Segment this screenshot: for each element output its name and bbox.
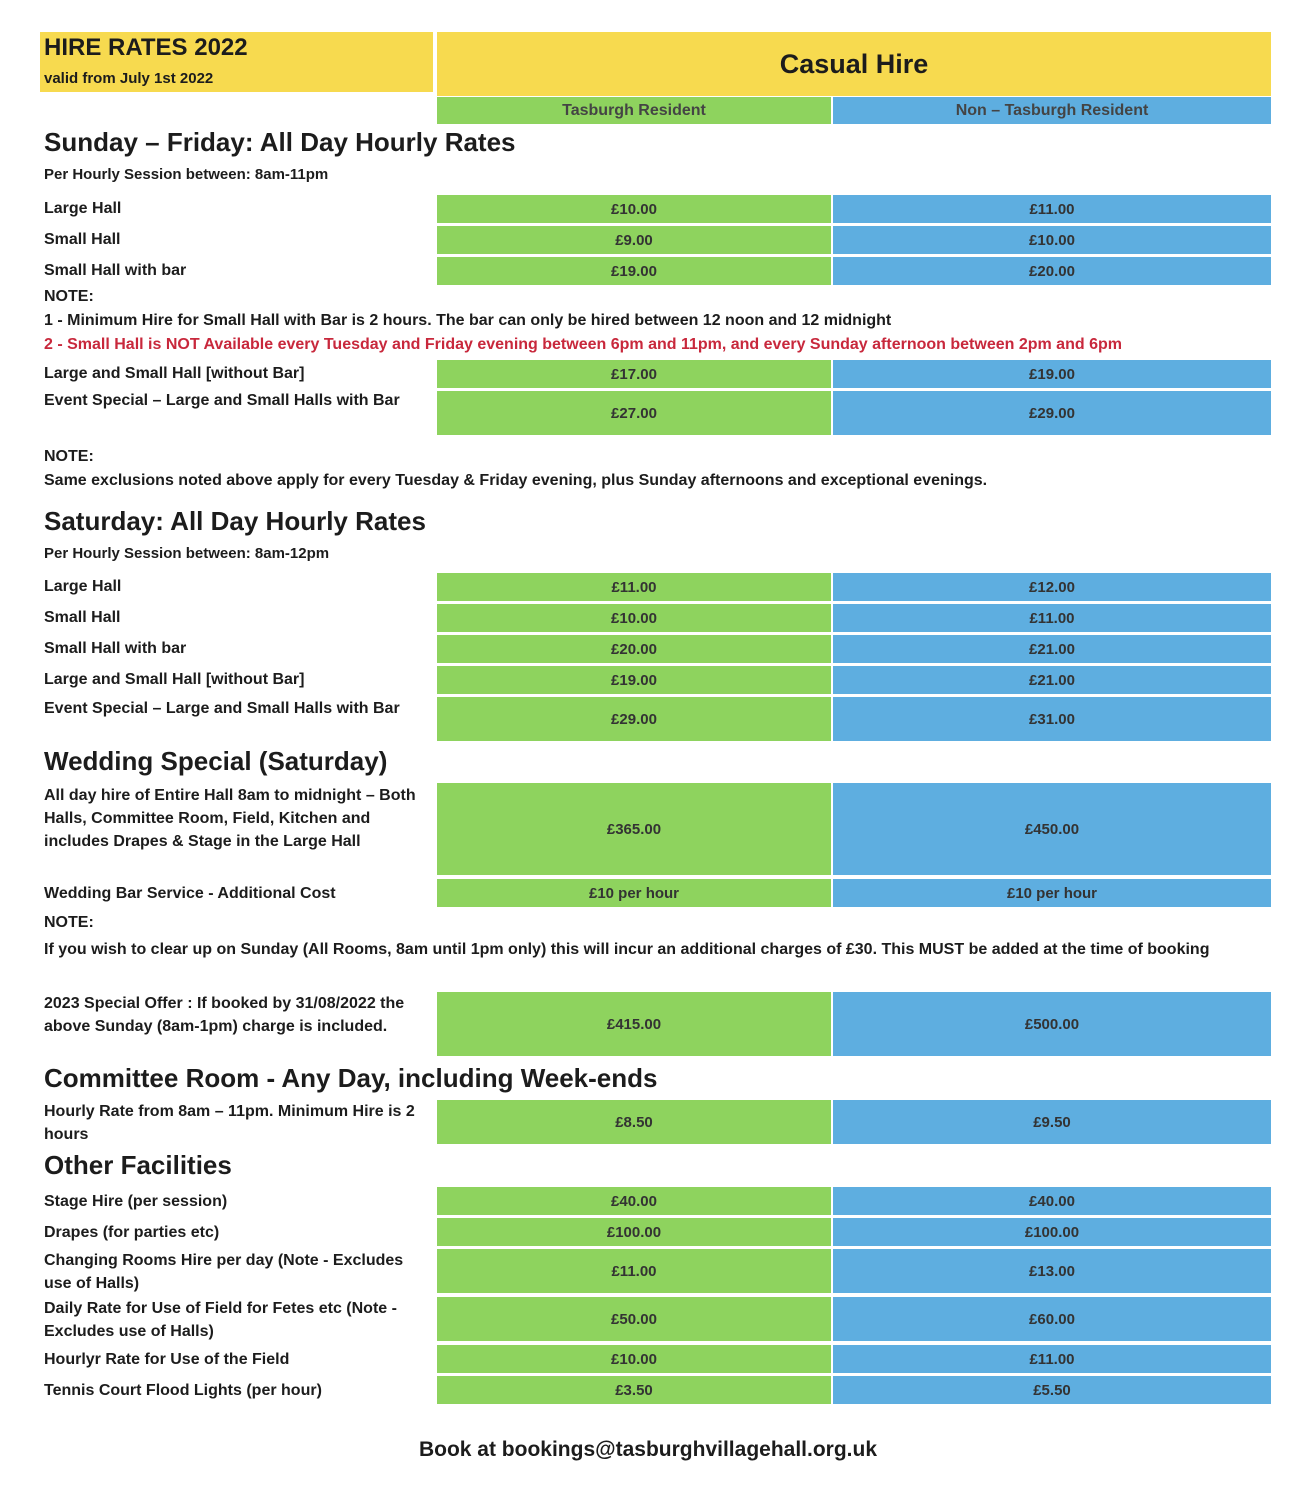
note-heading: NOTE: <box>44 448 94 465</box>
price-resident: £29.00 <box>437 697 831 743</box>
price-resident: £17.00 <box>437 360 831 390</box>
price-resident: £10.00 <box>437 1345 831 1375</box>
price-non-resident: £450.00 <box>833 783 1271 877</box>
col-header-resident: Tasburgh Resident <box>437 97 831 124</box>
note-clear-up: If you wish to clear up on Sunday (All Rooms, 8am until 1pm only) this will incur an additional charges of £30. This MUST be added at the time of booking <box>44 941 1210 958</box>
row-label: Drapes (for parties etc) <box>44 1224 220 1241</box>
row-label: Small Hall <box>44 231 121 248</box>
price-non-resident: £100.00 <box>833 1218 1271 1248</box>
session-weekday: Per Hourly Session between: 8am-11pm <box>44 166 329 183</box>
row-label: Tennis Court Flood Lights (per hour) <box>44 1382 322 1399</box>
price-resident: £415.00 <box>437 992 831 1058</box>
row-label: All day hire of Entire Hall 8am to midnight – Both Halls, Committee Room, Field, Kitchen and includes Drapes & Stage in the Large Hall <box>44 787 416 850</box>
price-non-resident: £21.00 <box>833 666 1271 696</box>
note-small-hall-availability: 2 - Small Hall is NOT Available every Tuesday and Friday evening between 6pm and 11pm, and every Sunday afternoon between 2pm and 6pm <box>44 336 1122 353</box>
row-label: Changing Rooms Hire per day (Note - Excludes use of Halls) <box>44 1252 404 1292</box>
price-resident: £19.00 <box>437 666 831 696</box>
row-label: Small Hall <box>44 609 121 626</box>
price-non-resident: £29.00 <box>833 391 1271 437</box>
price-non-resident: £5.50 <box>833 1376 1271 1406</box>
price-non-resident: £19.00 <box>833 360 1271 390</box>
row-label: Hourly Rate from 8am – 11pm. Minimum Hire is 2 hours <box>44 1103 415 1143</box>
row-label: Daily Rate for Use of Field for Fetes etc (Note - Excludes use of Halls) <box>44 1300 397 1340</box>
price-resident: £8.50 <box>437 1100 831 1146</box>
price-resident: £365.00 <box>437 783 831 877</box>
row-label: Event Special – Large and Small Halls with Bar <box>44 700 400 717</box>
price-non-resident: £11.00 <box>833 1345 1271 1375</box>
note-heading: NOTE: <box>44 288 94 305</box>
col-header-non-resident: Non – Tasburgh Resident <box>833 97 1271 124</box>
price-resident: £11.00 <box>437 1249 831 1295</box>
row-label: Small Hall with bar <box>44 262 187 279</box>
price-resident: £50.00 <box>437 1297 831 1343</box>
session-saturday: Per Hourly Session between: 8am-12pm <box>44 545 330 562</box>
price-resident: £27.00 <box>437 391 831 437</box>
row-label: Small Hall with bar <box>44 640 187 657</box>
price-resident: £10.00 <box>437 195 831 225</box>
section-title-other: Other Facilities <box>44 1150 232 1180</box>
row-label: Event Special – Large and Small Halls with Bar <box>44 392 400 409</box>
price-resident: £19.00 <box>437 257 831 287</box>
row-label: Large and Small Hall [without Bar] <box>44 671 305 688</box>
price-non-resident: £20.00 <box>833 257 1271 287</box>
note-heading: NOTE: <box>44 914 94 931</box>
price-non-resident: £31.00 <box>833 697 1271 743</box>
section-title-saturday: Saturday: All Day Hourly Rates <box>44 506 426 536</box>
price-resident: £10 per hour <box>437 879 831 909</box>
price-resident: £100.00 <box>437 1218 831 1248</box>
price-resident: £3.50 <box>437 1376 831 1406</box>
price-non-resident: £500.00 <box>833 992 1271 1058</box>
price-non-resident: £11.00 <box>833 604 1271 634</box>
valid-from: valid from July 1st 2022 <box>44 70 214 87</box>
price-non-resident: £13.00 <box>833 1249 1271 1295</box>
page-title: HIRE RATES 2022 <box>44 34 248 61</box>
price-non-resident: £9.50 <box>833 1100 1271 1146</box>
price-non-resident: £12.00 <box>833 573 1271 603</box>
price-non-resident: £40.00 <box>833 1187 1271 1217</box>
price-non-resident: £10.00 <box>833 226 1271 256</box>
price-resident: £9.00 <box>437 226 831 256</box>
note-bar-minimum: 1 - Minimum Hire for Small Hall with Bar is 2 hours. The bar can only be hired between 12 noon and 12 midnight <box>44 312 892 329</box>
price-non-resident: £60.00 <box>833 1297 1271 1343</box>
booking-contact[interactable]: Book at bookings@tasburghvillagehall.org.uk <box>418 1438 878 1461</box>
price-resident: £40.00 <box>437 1187 831 1217</box>
price-resident: £20.00 <box>437 635 831 665</box>
casual-hire-heading: Casual Hire <box>437 32 1271 96</box>
row-label: Large Hall <box>44 578 122 595</box>
row-label: Large and Small Hall [without Bar] <box>44 365 305 382</box>
price-non-resident: £10 per hour <box>833 879 1271 909</box>
section-title-wedding: Wedding Special (Saturday) <box>44 746 388 776</box>
price-resident: £11.00 <box>437 573 831 603</box>
price-resident: £10.00 <box>437 604 831 634</box>
row-label: Wedding Bar Service - Additional Cost <box>44 885 336 902</box>
price-non-resident: £11.00 <box>833 195 1271 225</box>
section-title-committee: Committee Room - Any Day, including Week-ends <box>44 1063 658 1093</box>
section-title-weekday: Sunday – Friday: All Day Hourly Rates <box>44 127 516 157</box>
row-label: 2023 Special Offer : If booked by 31/08/2022 the above Sunday (8am-1pm) charge is included. <box>44 995 405 1035</box>
row-label: Stage Hire (per session) <box>44 1193 228 1210</box>
price-non-resident: £21.00 <box>833 635 1271 665</box>
row-label: Large Hall <box>44 200 122 217</box>
note-exclusions: Same exclusions noted above apply for every Tuesday & Friday evening, plus Sunday afternoons and exceptional evenings. <box>44 472 988 489</box>
row-label: Hourlyr Rate for Use of the Field <box>44 1351 290 1368</box>
